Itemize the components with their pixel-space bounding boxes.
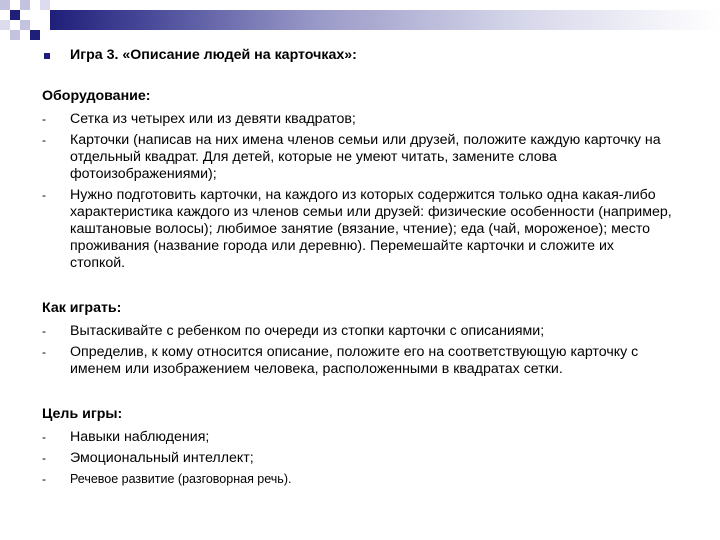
- decor-square: [0, 0, 10, 10]
- section-heading: Оборудование:: [42, 88, 151, 104]
- dash-marker: -: [42, 133, 46, 147]
- dash-marker: -: [42, 345, 46, 359]
- list-item: [42, 450, 672, 467]
- list-item-text: Вытаскивайте с ребенком по очереди из стопки карточки с описаниями;: [70, 323, 545, 339]
- section-heading: Цель игры:: [42, 406, 123, 422]
- list-item: [42, 344, 672, 378]
- list-item: [42, 471, 672, 488]
- dash-marker: -: [42, 188, 46, 202]
- decor-square: [0, 20, 10, 30]
- dash-marker: -: [42, 472, 46, 486]
- slide-content: [42, 47, 672, 492]
- header-gradient-band: [50, 10, 720, 30]
- list-item-text: Карточки (написав на них имена членов семьи или друзей, положите каждую карточку на отдельный квадрат. Для детей, которые не умеют читать, замените слова фотоизображениями);: [70, 132, 661, 182]
- list-item-text: Эмоциональный интеллект;: [70, 450, 254, 466]
- list-item-text: Нужно подготовить карточки, на каждого из которых содержится только одна какая-либо характеристика каждого из членов семьи или друзей: физические особенности (например, каштановые волосы); любимое занятие (вязание, чтение); еда (чай, мороженое); место проживания (название города или деревню). Перемешайте карточки и сложите их стопкой.: [70, 187, 672, 271]
- list-item: [42, 323, 672, 340]
- list-item: [42, 187, 672, 272]
- slide-title-row: [42, 47, 672, 64]
- dash-marker: -: [42, 451, 46, 465]
- decor-square: [30, 30, 40, 40]
- slide-title: Игра 3. «Описание людей на карточках»:: [70, 47, 357, 63]
- list-item-text: Сетка из четырех или из девяти квадратов;: [70, 111, 356, 127]
- dash-marker: -: [42, 430, 46, 444]
- decor-square: [20, 20, 30, 30]
- list-item: [42, 132, 672, 183]
- list-item: [42, 111, 672, 128]
- decor-square: [20, 0, 30, 10]
- list-item-text: Речевое развитие (разговорная речь).: [70, 472, 292, 486]
- decor-square: [40, 0, 50, 10]
- bullet-marker: [42, 47, 70, 64]
- list-item: [42, 429, 672, 446]
- dash-marker: -: [42, 324, 46, 338]
- square-bullet-icon: [44, 53, 50, 59]
- decor-square: [10, 10, 20, 20]
- section-heading: Как играть:: [42, 300, 122, 316]
- list-item-text: Навыки наблюдения;: [70, 429, 210, 445]
- decor-square: [10, 30, 20, 40]
- header-decoration: [0, 0, 720, 40]
- list-item-text: Определив, к кому относится описание, положите его на соответствующую карточку с именем или изображением человека, расположенными в квадратах сетки.: [70, 344, 639, 377]
- dash-marker: -: [42, 112, 46, 126]
